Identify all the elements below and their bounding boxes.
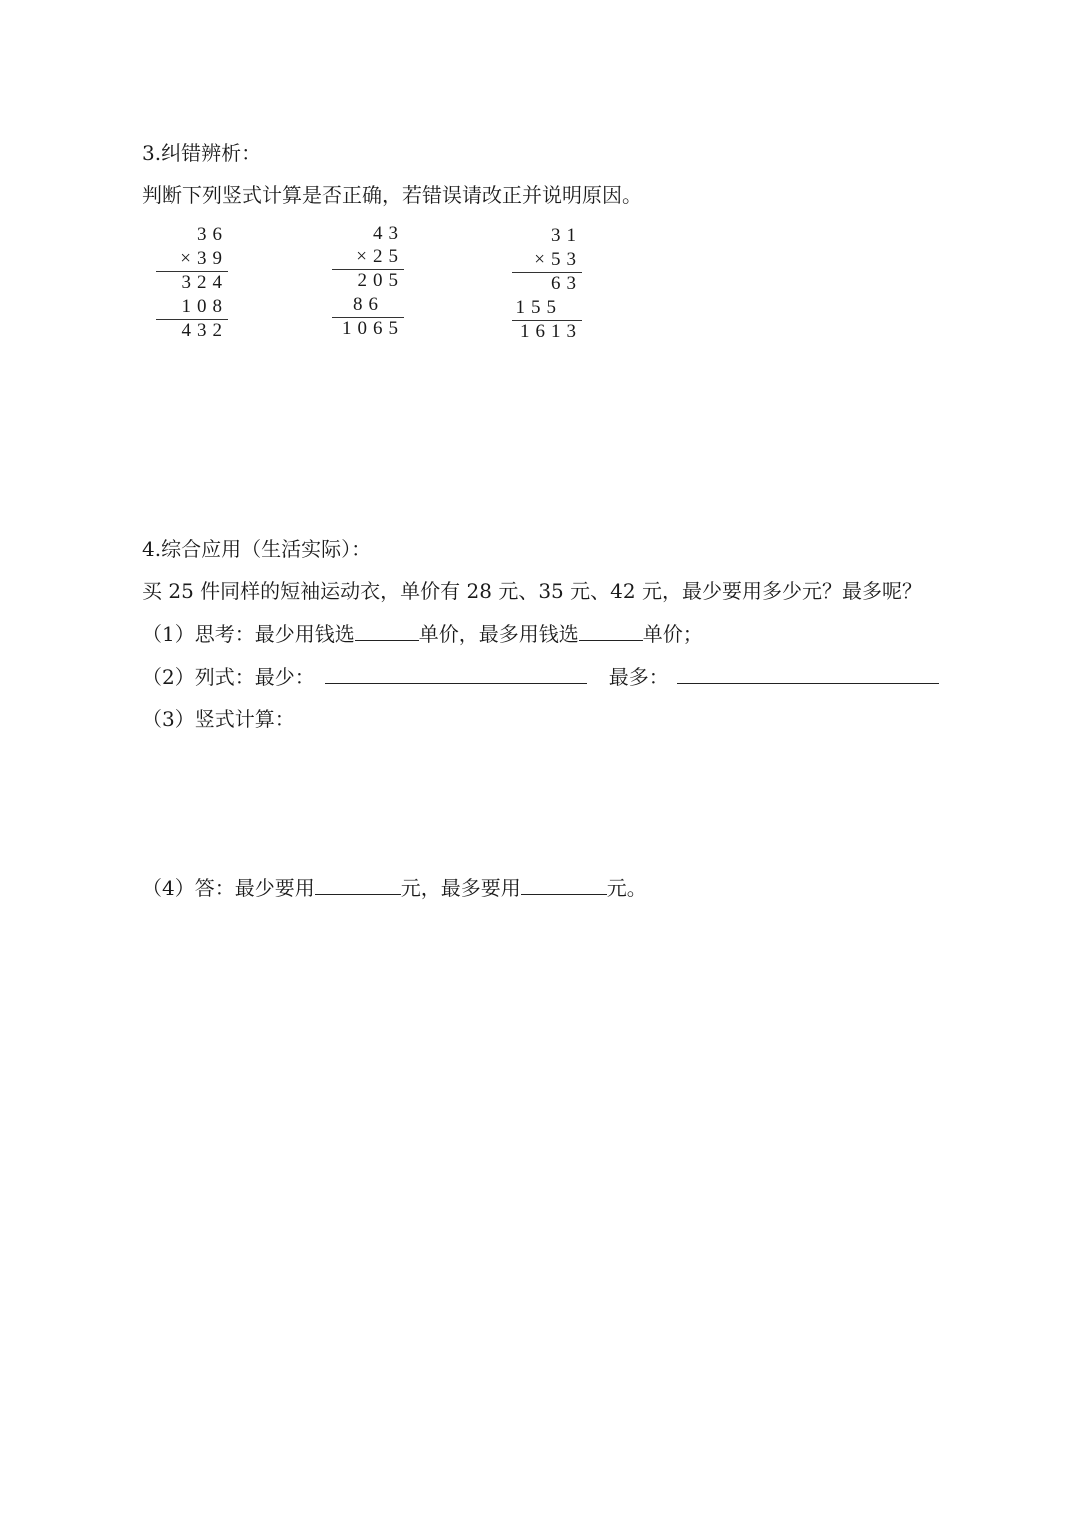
question-3: （3）竖式计算： [142,707,295,731]
question-2-label: （2）列式：最少： [142,665,315,689]
question-1 [142,621,703,647]
multiplier: ×25 [356,246,404,267]
section-3-title: 3.纠错辨析： [142,141,262,165]
result: 432 [181,320,228,341]
question-4-label: （4）答：最少要用 [142,876,315,900]
question-1-mid: 单价，最多用钱选 [418,622,579,646]
answer-blank[interactable] [579,622,643,641]
multiplier: ×39 [180,248,228,269]
partial-product-2: 155 [515,297,562,318]
answer-blank[interactable] [521,876,607,895]
answer-blank[interactable] [315,876,401,895]
partial-product-1: 205 [357,270,404,291]
vertical-calculation-1 [150,222,228,347]
multiplier: ×53 [534,249,582,270]
partial-product-1: 63 [551,273,582,294]
section-4-problem: 买 25 件同样的短袖运动衣，单价有 28 元、35 元、42 元，最少要用多少元？最多呢？ [142,579,922,603]
vertical-calculation-3 [502,223,582,348]
question-4-end: 元。 [606,876,647,900]
multiplicand: 36 [197,224,228,245]
partial-product-2: 86 [353,294,384,315]
question-4-mid: 元，最多要用 [400,876,521,900]
answer-blank-min[interactable] [325,665,587,684]
question-2 [142,664,939,690]
question-2-mid: 最多： [608,665,669,689]
answer-blank[interactable] [355,622,419,641]
partial-product-1: 324 [181,272,228,293]
section-4-title: 4.综合应用（生活实际）： [142,537,372,561]
multiplicand: 43 [373,223,404,244]
question-1-end: 单价； [642,622,703,646]
multiplicand: 31 [551,225,582,246]
result: 1613 [520,321,582,342]
answer-blank-max[interactable] [677,665,939,684]
partial-product-2: 108 [181,296,228,317]
question-1-label: （1）思考：最少用钱选 [142,622,355,646]
vertical-calculation-2 [322,221,404,346]
section-3-instruction: 判断下列竖式计算是否正确，若错误请改正并说明原因。 [142,183,642,207]
result: 1065 [342,318,404,339]
question-4 [142,875,647,901]
